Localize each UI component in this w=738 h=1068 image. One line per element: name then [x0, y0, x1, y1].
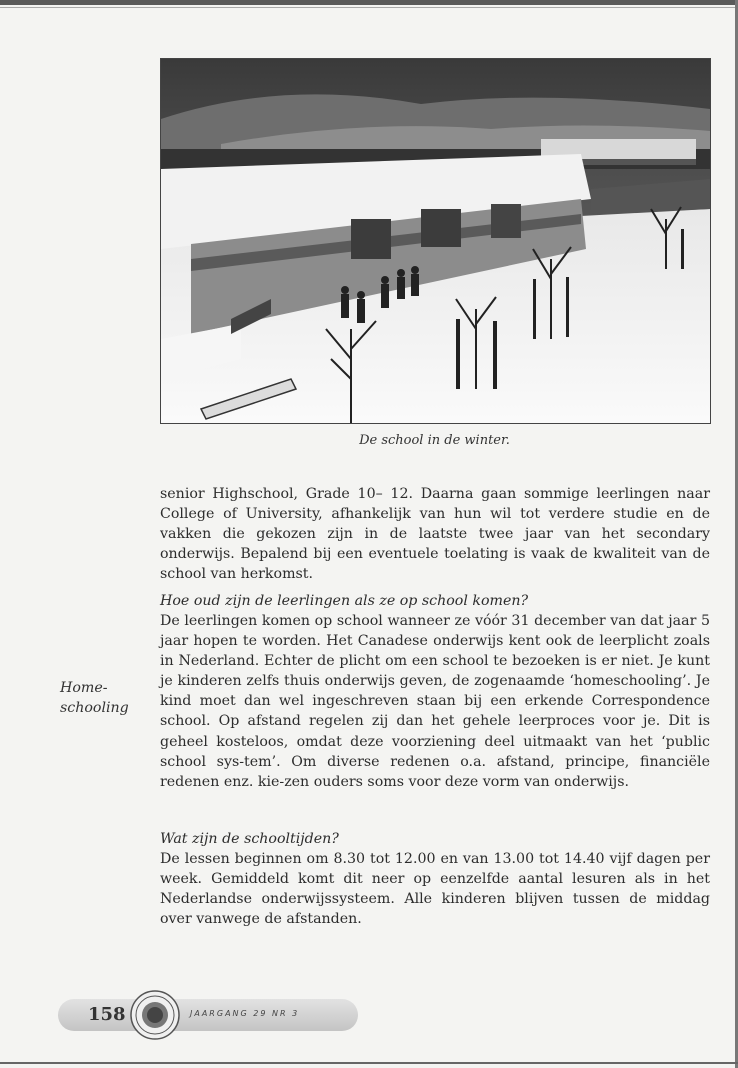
photo-caption: De school in de winter. [359, 433, 510, 448]
paragraph-schooltimes [160, 849, 710, 929]
bottom-rule [0, 1062, 738, 1064]
section-heading-schooltimes [160, 829, 710, 849]
paragraph-intro [160, 484, 710, 584]
heading-age-text: Hoe oud zijn de leerlingen als ze op school komen? [160, 593, 529, 609]
margin-note-line2: schooling [60, 700, 129, 717]
journal-emblem-icon [130, 990, 180, 1040]
paragraph-age [160, 611, 710, 792]
page-number: 158 [88, 1004, 126, 1025]
paragraph-intro-text: senior Highschool, Grade 10– 12. Daarna gaan sommige leerlingen naar College of University, afhankelijk van hun wil tot verdere studie en de vakken die gekozen zijn in de laatste twee jaar van het secondary onderwijs. Bepalend bij een eventuele toelating is vaak de kwaliteit van de school van herkomst. [160, 486, 710, 583]
margin-note-line1: Home- [60, 680, 108, 696]
paragraph-schooltimes-text: De lessen beginnen om 8.30 tot 12.00 en van 13.00 tot 14.40 vijf dagen per week. Gemiddeld komt dit neer op eenzelfde aantal lesuren als in het Nederlandse onderwijssysteem. Alle kinderen blijven tussen de middag over vanwege de afstanden. [160, 851, 710, 928]
school-winter-photo [160, 58, 711, 424]
paragraph-age-text: De leerlingen komen op school wanneer ze vóór 31 december van dat jaar 5 jaar hopen te worden. Het Canadese onderwijs kent ook de leerplicht zoals in Nederland. Echter de plicht om een school te bezoeken is er niet. Je kunt je kinderen zelfs thuis onderwijs geven, de zogenaamde ‘homeschooling’. Je kind moet dan wel ingeschreven staan bij een erkende Correspondence school. Op afstand regelen zij dan het gehele leerproces voor je. Dit is geheel kosteloos, omdat deze voorziening deel uitmaakt van het ‘public school sys-tem’. Om diverse redenen o.a. afstand, principe, financiële redenen enz. kie-zen ouders soms voor deze vorm van onderwijs. [160, 613, 710, 790]
top-rule [0, 0, 738, 5]
section-heading-age [160, 591, 710, 611]
page-footer [58, 996, 358, 1034]
margin-note-homeschooling [60, 678, 129, 718]
journal-volume-issue: JAARGANG 29 NR 3 [190, 1009, 300, 1018]
heading-schooltimes-text: Wat zijn de schooltijden? [160, 831, 339, 847]
top-rule-thin [0, 7, 738, 8]
